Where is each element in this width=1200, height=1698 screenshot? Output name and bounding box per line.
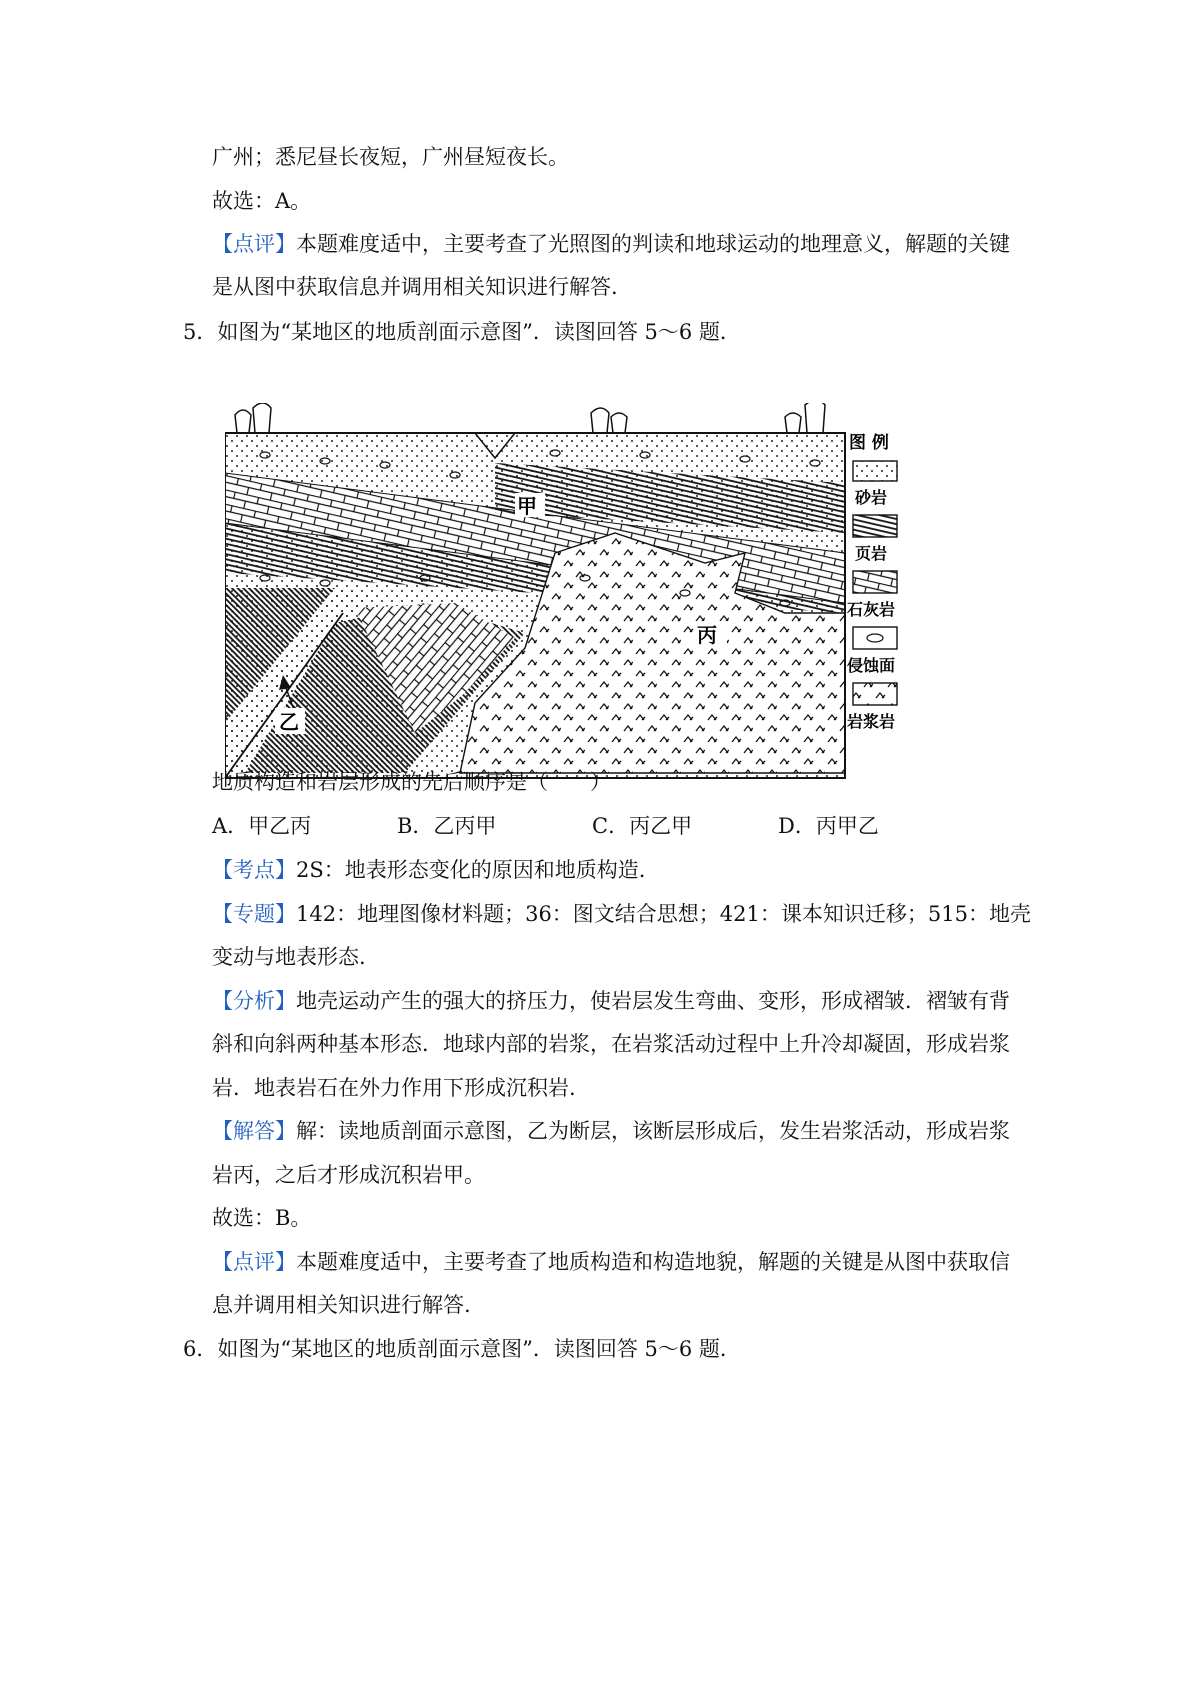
kaodian-text: 2S：地表形态变化的原因和地质构造.: [296, 858, 646, 882]
q6-stem-text: 如图为“某地区的地质剖面示意图”．读图回答 5～6 题．: [217, 1337, 741, 1361]
legend-swatch-shale: [853, 515, 897, 537]
prev-comment-line-2: 是从图中获取信息并调用相关知识进行解答.: [212, 275, 618, 299]
comment-tag: 【点评】: [212, 232, 296, 256]
geologic-cross-section-figure: [225, 403, 945, 803]
q5-dianping-line-2: 息并调用相关知识进行解答.: [212, 1293, 471, 1317]
q6-number: 6．: [183, 1337, 218, 1361]
jieda-tag: 【解答】: [212, 1119, 296, 1143]
zhuanti-tag: 【专题】: [212, 902, 296, 926]
q5-question: 地质构造和岩层形成的先后顺序是（ ）: [212, 770, 611, 794]
dianping-tag: 【点评】: [212, 1250, 296, 1274]
prev-answer-choice: 故选：A。: [212, 189, 312, 213]
q5-answer: 故选：B。: [212, 1206, 312, 1230]
q5-jieda-line-2: 岩丙，之后才形成沉积岩甲。: [212, 1163, 485, 1187]
q6-stem: [183, 1335, 741, 1363]
legend-swatch-erosion: [853, 627, 897, 649]
q5-zhuanti-line-2: 变动与地表形态.: [212, 945, 366, 969]
option-b[interactable]: B．乙丙甲: [397, 814, 497, 838]
q5-stem: [183, 318, 741, 346]
q5-zhuanti-line-1: [212, 900, 1031, 928]
q5-kaodian: [212, 856, 645, 884]
dianping-text: 本题难度适中，主要考查了地质构造和构造地貌，解题的关键是从图中获取信: [296, 1250, 1010, 1274]
q5-dianping-line-1: [212, 1248, 1010, 1276]
fenxi-text: 地壳运动产生的强大的挤压力，使岩层发生弯曲、变形，形成褶皱．褶皱有背: [296, 989, 1010, 1013]
q5-stem-text: 如图为“某地区的地质剖面示意图”．读图回答 5～6 题．: [217, 320, 741, 344]
prev-answer-continuation: 广州；悉尼昼长夜短，广州昼短夜长。: [212, 145, 569, 169]
legend-title: 图 例: [849, 433, 889, 453]
legend-label-limestone: 石灰岩: [847, 600, 896, 619]
q5-fenxi-line-1: [212, 987, 1010, 1015]
fenxi-tag: 【分析】: [212, 989, 296, 1013]
option-c[interactable]: C．丙乙甲: [592, 814, 693, 838]
q5-fenxi-line-3: 岩．地表岩石在外力作用下形成沉积岩.: [212, 1076, 576, 1100]
trees: [235, 403, 825, 433]
legend-label-shale: 页岩: [855, 544, 888, 563]
prev-comment-line-1: [212, 230, 1010, 258]
option-d[interactable]: D．丙甲乙: [778, 814, 879, 838]
label-jia: 甲: [517, 494, 537, 518]
legend-swatch-magmatic: [853, 683, 897, 705]
label-bing: 丙: [697, 623, 717, 647]
legend-swatch-sandstone: [853, 461, 897, 481]
q5-fenxi-line-2: 斜和向斜两种基本形态．地球内部的岩浆，在岩浆活动过程中上升冷却凝固，形成岩浆: [212, 1032, 1010, 1056]
q5-jieda-line-1: [212, 1117, 1010, 1145]
legend-swatch-limestone: [853, 571, 897, 593]
q5-options: [212, 812, 1012, 840]
legend-label-sandstone: 砂岩: [855, 488, 888, 507]
jieda-text: 解：读地质剖面示意图，乙为断层，该断层形成后，发生岩浆活动，形成岩浆: [296, 1119, 1010, 1143]
q5-number: 5．: [183, 320, 218, 344]
kaodian-tag: 【考点】: [212, 858, 296, 882]
legend-label-erosion: 侵蚀面: [847, 656, 896, 675]
zhuanti-text: 142：地理图像材料题；36：图文结合思想；421：课本知识迁移；515：地壳: [296, 902, 1031, 926]
legend-label-magmatic: 岩浆岩: [847, 712, 896, 731]
comment-text: 本题难度适中，主要考查了光照图的判读和地球运动的地理意义，解题的关键: [296, 232, 1010, 256]
label-yi: 乙: [279, 710, 299, 734]
option-a[interactable]: A．甲乙丙: [212, 814, 312, 838]
